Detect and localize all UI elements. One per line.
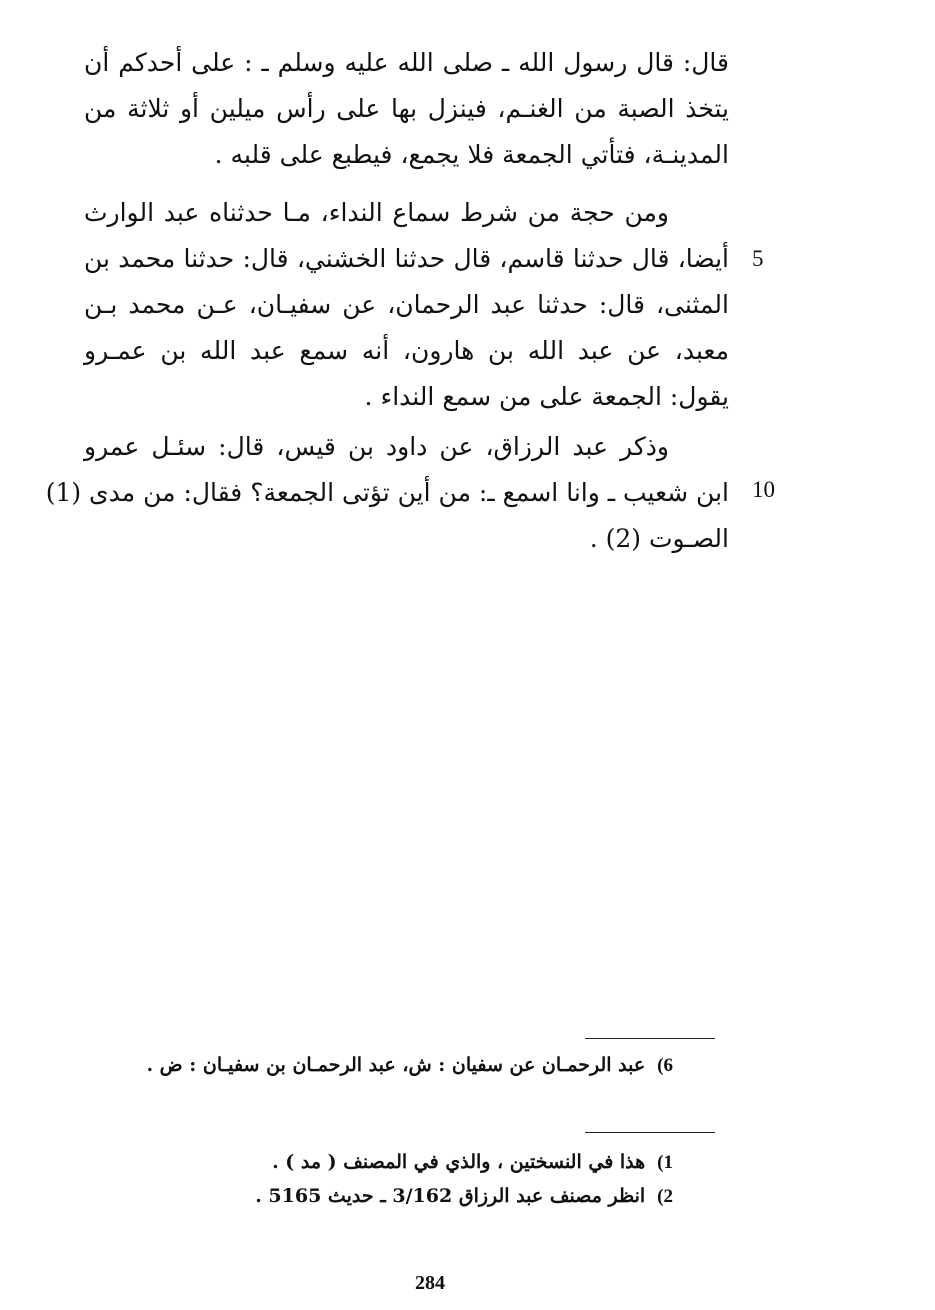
variant-note [146,1054,673,1077]
footnote-rule [585,1038,715,1039]
variant-note-text: عبد الرحمـان عن سفيان : ش، عبد الرحمـان بن سفيـان : ض . [146,1054,646,1076]
text-line: ابن شعيب ـ وانا اسمع ـ: من أين تؤتى الجمعة؟ فقال: من مدى (1) [45,478,729,507]
footnote-number: 1) [657,1152,673,1173]
text-line: أيضا، قال حدثنا قاسم، قال حدثنا الخشني، قال: حدثنا محمد بن [84,244,729,273]
text-line: الصـوت (2) . [589,524,729,553]
line-number: 5 [752,246,764,271]
line-number: 10 [752,477,775,502]
footnote-text: هذا في النسختين ، والذي في المصنف ( مد ) . [272,1151,646,1173]
footnote [272,1151,673,1174]
text-line: يتخذ الصبة من الغنـم، فينزل بها على رأس ميلين أو ثلاثة من [84,94,729,123]
text-line: يقول: الجمعة على من سمع النداء . [364,382,729,411]
text-line: معبد، عن عبد الله بن هارون، أنه سمع عبد الله بن عمـرو [84,336,729,365]
text-line: قال: قال رسول الله ـ صلى الله عليه وسلم ـ : على أحدكم أن [84,48,729,77]
text-line: المدينـة، فتأتي الجمعة فلا يجمع، فيطبع على قلبه . [214,140,729,169]
footnote-number: 2) [657,1186,673,1207]
footnote-rule [585,1132,715,1133]
text-line: وذكر عبد الرزاق، عن داود بن قيس، قال: سئـل عمرو [84,432,669,461]
footnote-text: انظر مصنف عبد الرزاق 3/162 ـ حديث 5165 . [255,1185,646,1207]
text-line: المثنى، قال: حدثنا عبد الرحمان، عن سفيـان، عـن محمد بـن [84,290,729,319]
text-line: ومن حجة من شرط سماع النداء، مـا حدثناه عبد الوارث [84,198,669,227]
footnote [255,1185,673,1208]
page-number: 284 [415,1272,445,1294]
variant-note-number: 6) [657,1055,673,1076]
